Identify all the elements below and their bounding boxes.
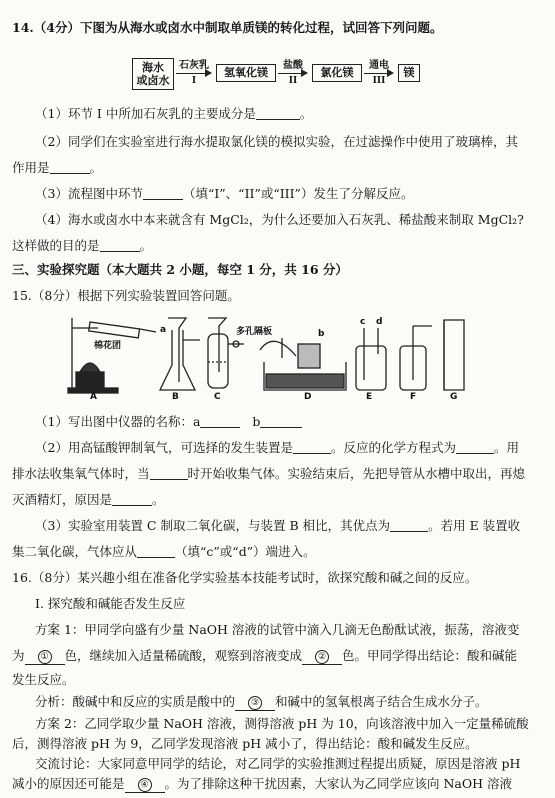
flow-box-mgoh2: 氢氧化镁 [216, 64, 276, 82]
apparatus-E [356, 328, 386, 390]
flow-arrow-1 [176, 73, 210, 74]
flow-roman-1: I [191, 76, 197, 86]
q14-part2a: （2）同学们在实验室进行海水提取氯化镁的模拟实验，在过滤操作中使用了玻璃棒，其 [35, 134, 518, 149]
apparatus-A [68, 318, 156, 393]
apparatus-G [444, 320, 464, 390]
q14-part2b: 作用是 。 [12, 160, 103, 175]
flow-roman-2: II [288, 76, 298, 86]
q16-method2-line2: 后，测得溶液 pH 为 9，乙同学发现溶液 pH 减小了，得出结论：酸和碱发生反应。 [12, 736, 478, 751]
flow-label-lime: 石灰乳 [179, 60, 209, 71]
label-A: A [90, 392, 97, 400]
apparatus-F [400, 326, 432, 390]
q16-method1-line3: 发生反应。 [12, 672, 75, 687]
magnesium-flow-chart [132, 58, 422, 92]
flow-box-mg: 镁 [398, 64, 420, 82]
q15-header: 15.（8分）根据下列实验装置回答问题。 [12, 288, 240, 303]
section-3-heading: 三、实验探究题（本大题共 2 小题，每空 1 分，共 16 分） [12, 262, 348, 277]
blank-1-marker: ① [38, 650, 52, 664]
flow-label-electric: 通电 [369, 60, 389, 71]
flow-arrow-3 [364, 73, 392, 74]
label-F: F [410, 392, 417, 400]
q14-part4a: （4）海水或卤水中本来就含有 MgCl₂，为什么还要加入石灰乳、稀盐酸来制取 MgCl₂? [35, 212, 524, 227]
apparatus-D [260, 338, 346, 390]
label-E: E [366, 392, 373, 400]
q15-part3a: （3）实验室用装置 C 制取二氧化碳，与装置 B 相比，其优点为 。若用 E 装置收 [35, 518, 521, 533]
flow-roman-3: III [372, 76, 386, 86]
flow-label-hcl: 盐酸 [283, 60, 303, 71]
blank-3-marker: ③ [248, 696, 262, 710]
label-B: B [172, 392, 179, 400]
q15-part2c: 灭酒精灯，原因是 。 [12, 492, 165, 507]
q14-part3: （3）流程图中环节 （填“I”、“II”或“III”）发生了分解反应。 [35, 186, 414, 201]
q16-discussion-line2: 减小的原因还可能是 ④ 。为了排除这种干扰因素，大家认为乙同学应该向 NaOH 溶液 [12, 776, 513, 791]
blank-4-marker: ④ [138, 778, 152, 792]
label-D: D [304, 392, 312, 400]
label-porous-plate: 多孔隔板 [236, 327, 273, 337]
q16-subsection-1: I. 探究酸和碱能否发生反应 [35, 596, 186, 611]
q15-part3b: 集二氧化碳，气体应从 （填“c”或“d”）端进入。 [12, 544, 316, 559]
q16-method1-line2: 为 ① 色，继续加入适量稀硫酸，观察到溶液变成 ② 色。甲同学得出结论：酸和碱能 [12, 648, 518, 663]
q16-method2-line1: 方案 2：乙同学取少量 NaOH 溶液，测得溶液 pH 为 10，向该溶液中加入一定量稀硫酸 [35, 716, 529, 731]
q14-part4b: 这样做的目的是 。 [12, 238, 153, 253]
q14-part1: （1）环节 I 中所加石灰乳的主要成分是 。 [35, 106, 313, 121]
q16-analysis: 分析：酸碱中和反应的实质是酸中的 ③ 和碱中的氢氧根离子结合生成水分子。 [35, 694, 488, 709]
flow-box-mgcl2: 氯化镁 [312, 64, 362, 82]
label-d: d [376, 317, 383, 327]
label-c: c [360, 317, 366, 327]
label-C: C [214, 392, 221, 400]
label-cotton: 棉花团 [94, 341, 122, 351]
q15-part1: （1）写出图中仪器的名称：a b [35, 414, 302, 430]
q16-discussion-line1: 交流讨论：大家同意甲同学的结论，对乙同学的实验推测过程提出质疑，原因是溶液 pH [35, 756, 521, 771]
q15-part2b: 排水法收集氧气体时，当 时开始收集气体。实验结束后，先把导管从水槽中取出，再熄 [12, 466, 526, 481]
blank-2-marker: ② [315, 650, 329, 664]
q16-header: 16.（8分）某兴趣小组在准备化学实验基本技能考试时，欲探究酸和碱之间的反应。 [12, 570, 478, 585]
flow-box-seawater: 海水 或卤水 [132, 58, 174, 90]
flow-arrow-2 [278, 73, 306, 74]
label-b: b [318, 329, 325, 339]
label-a: a [160, 325, 167, 335]
label-G: G [450, 392, 458, 400]
q16-method1-line1: 方案 1：甲同学向盛有少量 NaOH 溶液的试管中滴入几滴无色酚酞试液，振荡，溶液变 [35, 622, 520, 637]
q15-part2a: （2）用高锰酸钾制氧气，可选择的发生装置是 。反应的化学方程式为 。用 [35, 440, 519, 455]
experiment-apparatus-figure [60, 310, 480, 400]
q14-header: 14.（4分）下图为从海水或卤水中制取单质镁的转化过程，试回答下列问题。 [12, 20, 443, 35]
